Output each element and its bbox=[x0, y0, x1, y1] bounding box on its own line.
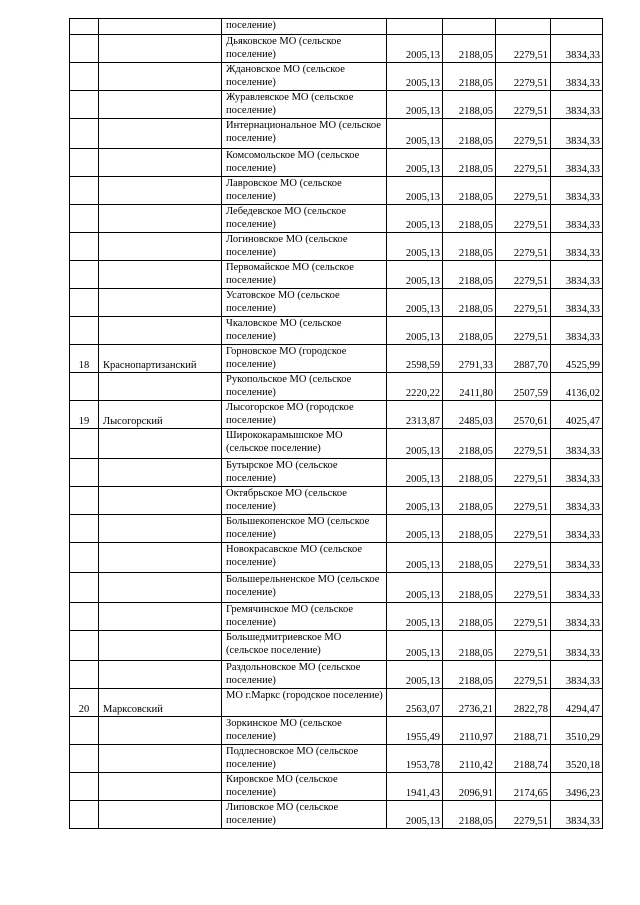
value-4-cell: 3834,33 bbox=[551, 631, 603, 661]
value-2-cell: 2188,05 bbox=[443, 149, 496, 177]
district-cell bbox=[99, 119, 222, 149]
value-3-cell: 2279,51 bbox=[496, 631, 551, 661]
value-4-cell: 4136,02 bbox=[551, 373, 603, 401]
row-number-cell bbox=[70, 233, 99, 261]
value-4-cell: 4525,99 bbox=[551, 345, 603, 373]
value-4-cell: 4025,47 bbox=[551, 401, 603, 429]
value-2-cell: 2485,03 bbox=[443, 401, 496, 429]
value-1-cell: 2005,13 bbox=[387, 661, 443, 689]
table-row bbox=[70, 19, 603, 35]
value-1-cell: 2005,13 bbox=[387, 205, 443, 233]
district-cell: Марксовский bbox=[99, 689, 222, 717]
district-cell bbox=[99, 289, 222, 317]
municipality-cell: Дьяковское МО (сельское поселение) bbox=[222, 35, 387, 63]
value-2-cell: 2110,42 bbox=[443, 745, 496, 773]
value-3-cell: 2279,51 bbox=[496, 661, 551, 689]
district-cell bbox=[99, 261, 222, 289]
value-2-cell: 2188,05 bbox=[443, 35, 496, 63]
table-row bbox=[70, 205, 603, 233]
table-row bbox=[70, 801, 603, 829]
municipality-cell: Зоркинское МО (сельское поселение) bbox=[222, 717, 387, 745]
table-row bbox=[70, 603, 603, 631]
value-4-cell: 3834,33 bbox=[551, 289, 603, 317]
municipality-cell: поселение) bbox=[222, 19, 387, 35]
value-2-cell bbox=[443, 19, 496, 35]
table-row bbox=[70, 573, 603, 603]
value-1-cell: 2005,13 bbox=[387, 543, 443, 573]
district-cell bbox=[99, 515, 222, 543]
value-2-cell: 2188,05 bbox=[443, 573, 496, 603]
value-4-cell: 3834,33 bbox=[551, 459, 603, 487]
district-cell bbox=[99, 177, 222, 205]
value-3-cell: 2507,59 bbox=[496, 373, 551, 401]
value-3-cell: 2279,51 bbox=[496, 515, 551, 543]
table-row bbox=[70, 661, 603, 689]
value-3-cell: 2279,51 bbox=[496, 289, 551, 317]
value-2-cell: 2188,05 bbox=[443, 233, 496, 261]
district-cell bbox=[99, 91, 222, 119]
value-1-cell: 2005,13 bbox=[387, 515, 443, 543]
row-number-cell bbox=[70, 773, 99, 801]
value-4-cell: 3834,33 bbox=[551, 177, 603, 205]
value-4-cell: 3834,33 bbox=[551, 91, 603, 119]
table-row bbox=[70, 745, 603, 773]
value-3-cell: 2279,51 bbox=[496, 429, 551, 459]
value-3-cell: 2279,51 bbox=[496, 149, 551, 177]
row-number-cell bbox=[70, 603, 99, 631]
value-3-cell: 2279,51 bbox=[496, 801, 551, 829]
value-3-cell: 2279,51 bbox=[496, 487, 551, 515]
table-row bbox=[70, 35, 603, 63]
district-cell bbox=[99, 35, 222, 63]
value-2-cell: 2188,05 bbox=[443, 289, 496, 317]
row-number-cell bbox=[70, 35, 99, 63]
district-cell bbox=[99, 745, 222, 773]
district-cell bbox=[99, 661, 222, 689]
district-cell bbox=[99, 429, 222, 459]
value-1-cell bbox=[387, 19, 443, 35]
municipality-cell: Ширококарамышское МО (сельское поселение) bbox=[222, 429, 387, 459]
row-number-cell bbox=[70, 205, 99, 233]
value-1-cell: 2005,13 bbox=[387, 261, 443, 289]
table-row bbox=[70, 289, 603, 317]
row-number-cell bbox=[70, 459, 99, 487]
district-cell bbox=[99, 233, 222, 261]
value-4-cell: 3496,23 bbox=[551, 773, 603, 801]
tariff-table bbox=[69, 18, 603, 829]
value-2-cell: 2188,05 bbox=[443, 91, 496, 119]
table-row bbox=[70, 91, 603, 119]
value-4-cell: 3834,33 bbox=[551, 603, 603, 631]
value-3-cell: 2279,51 bbox=[496, 205, 551, 233]
row-number-cell bbox=[70, 717, 99, 745]
municipality-cell: Липовское МО (сельское поселение) bbox=[222, 801, 387, 829]
value-1-cell: 2005,13 bbox=[387, 801, 443, 829]
municipality-cell: Журавлевское МО (сельское поселение) bbox=[222, 91, 387, 119]
value-2-cell: 2188,05 bbox=[443, 119, 496, 149]
row-number-cell bbox=[70, 149, 99, 177]
value-3-cell: 2279,51 bbox=[496, 261, 551, 289]
district-cell bbox=[99, 543, 222, 573]
value-4-cell: 3834,33 bbox=[551, 205, 603, 233]
table-row bbox=[70, 543, 603, 573]
municipality-cell: Интернациональное МО (сельское поселение) bbox=[222, 119, 387, 149]
value-2-cell: 2188,05 bbox=[443, 317, 496, 345]
value-4-cell: 3834,33 bbox=[551, 35, 603, 63]
value-3-cell bbox=[496, 19, 551, 35]
value-1-cell: 2005,13 bbox=[387, 289, 443, 317]
table-row bbox=[70, 429, 603, 459]
value-3-cell: 2279,51 bbox=[496, 119, 551, 149]
municipality-cell: Новокрасавское МО (сельское поселение) bbox=[222, 543, 387, 573]
value-1-cell: 2005,13 bbox=[387, 603, 443, 631]
row-number-cell bbox=[70, 573, 99, 603]
municipality-cell: МО г.Маркс (городское поселение) bbox=[222, 689, 387, 717]
table-row bbox=[70, 515, 603, 543]
table-row bbox=[70, 689, 603, 717]
value-2-cell: 2188,05 bbox=[443, 801, 496, 829]
municipality-cell: Подлесновское МО (сельское поселение) bbox=[222, 745, 387, 773]
row-number-cell bbox=[70, 515, 99, 543]
municipality-cell: Лавровское МО (сельское поселение) bbox=[222, 177, 387, 205]
municipality-cell: Чкаловское МО (сельское поселение) bbox=[222, 317, 387, 345]
row-number-cell bbox=[70, 631, 99, 661]
district-cell: Лысогорский bbox=[99, 401, 222, 429]
value-1-cell: 2005,13 bbox=[387, 177, 443, 205]
value-1-cell: 2598,59 bbox=[387, 345, 443, 373]
value-3-cell: 2279,51 bbox=[496, 91, 551, 119]
value-4-cell: 3834,33 bbox=[551, 149, 603, 177]
value-4-cell: 3834,33 bbox=[551, 661, 603, 689]
row-number-cell bbox=[70, 745, 99, 773]
value-1-cell: 2220,22 bbox=[387, 373, 443, 401]
value-4-cell: 3834,33 bbox=[551, 801, 603, 829]
row-number-cell bbox=[70, 289, 99, 317]
value-3-cell: 2188,74 bbox=[496, 745, 551, 773]
row-number-cell bbox=[70, 63, 99, 91]
table-row bbox=[70, 459, 603, 487]
value-2-cell: 2188,05 bbox=[443, 631, 496, 661]
value-2-cell: 2188,05 bbox=[443, 177, 496, 205]
district-cell bbox=[99, 317, 222, 345]
table-row bbox=[70, 717, 603, 745]
value-1-cell: 2005,13 bbox=[387, 573, 443, 603]
value-1-cell: 2005,13 bbox=[387, 119, 443, 149]
value-4-cell: 3834,33 bbox=[551, 543, 603, 573]
row-number-cell bbox=[70, 373, 99, 401]
value-2-cell: 2188,05 bbox=[443, 603, 496, 631]
value-2-cell: 2096,91 bbox=[443, 773, 496, 801]
value-1-cell: 1941,43 bbox=[387, 773, 443, 801]
municipality-cell: Комсомольское МО (сельское поселение) bbox=[222, 149, 387, 177]
value-1-cell: 2005,13 bbox=[387, 459, 443, 487]
district-cell bbox=[99, 459, 222, 487]
value-2-cell: 2188,05 bbox=[443, 261, 496, 289]
row-number-cell: 18 bbox=[70, 345, 99, 373]
value-3-cell: 2570,61 bbox=[496, 401, 551, 429]
municipality-cell: Раздольновское МО (сельское поселение) bbox=[222, 661, 387, 689]
district-cell bbox=[99, 205, 222, 233]
value-3-cell: 2279,51 bbox=[496, 603, 551, 631]
table-row bbox=[70, 373, 603, 401]
value-4-cell bbox=[551, 19, 603, 35]
row-number-cell bbox=[70, 261, 99, 289]
value-1-cell: 2005,13 bbox=[387, 35, 443, 63]
value-3-cell: 2279,51 bbox=[496, 177, 551, 205]
value-4-cell: 3834,33 bbox=[551, 119, 603, 149]
value-4-cell: 4294,47 bbox=[551, 689, 603, 717]
district-cell bbox=[99, 373, 222, 401]
row-number-cell bbox=[70, 487, 99, 515]
district-cell bbox=[99, 717, 222, 745]
row-number-cell bbox=[70, 119, 99, 149]
value-1-cell: 1955,49 bbox=[387, 717, 443, 745]
value-1-cell: 2005,13 bbox=[387, 631, 443, 661]
value-1-cell: 2005,13 bbox=[387, 233, 443, 261]
value-1-cell: 2005,13 bbox=[387, 63, 443, 91]
value-4-cell: 3834,33 bbox=[551, 261, 603, 289]
row-number-cell bbox=[70, 661, 99, 689]
table-row bbox=[70, 773, 603, 801]
municipality-cell: Первомайское МО (сельское поселение) bbox=[222, 261, 387, 289]
value-3-cell: 2279,51 bbox=[496, 233, 551, 261]
value-3-cell: 2279,51 bbox=[496, 35, 551, 63]
table-row bbox=[70, 261, 603, 289]
district-cell bbox=[99, 801, 222, 829]
value-4-cell: 3510,29 bbox=[551, 717, 603, 745]
value-3-cell: 2279,51 bbox=[496, 317, 551, 345]
table-row bbox=[70, 487, 603, 515]
table-row bbox=[70, 345, 603, 373]
table-row bbox=[70, 149, 603, 177]
table-row bbox=[70, 317, 603, 345]
municipality-cell: Лебедевское МО (сельское поселение) bbox=[222, 205, 387, 233]
value-2-cell: 2188,05 bbox=[443, 459, 496, 487]
value-2-cell: 2188,05 bbox=[443, 205, 496, 233]
municipality-cell: Лысогорское МО (городское поселение) bbox=[222, 401, 387, 429]
value-1-cell: 2005,13 bbox=[387, 429, 443, 459]
value-2-cell: 2736,21 bbox=[443, 689, 496, 717]
value-3-cell: 2279,51 bbox=[496, 459, 551, 487]
district-cell bbox=[99, 487, 222, 515]
row-number-cell bbox=[70, 801, 99, 829]
value-4-cell: 3834,33 bbox=[551, 429, 603, 459]
municipality-cell: Ждановское МО (сельское поселение) bbox=[222, 63, 387, 91]
table-row bbox=[70, 401, 603, 429]
table-row bbox=[70, 233, 603, 261]
municipality-cell: Кировское МО (сельское поселение) bbox=[222, 773, 387, 801]
value-4-cell: 3520,18 bbox=[551, 745, 603, 773]
value-4-cell: 3834,33 bbox=[551, 233, 603, 261]
municipality-cell: Гремячинское МО (сельское поселение) bbox=[222, 603, 387, 631]
table-row bbox=[70, 631, 603, 661]
value-2-cell: 2188,05 bbox=[443, 661, 496, 689]
value-4-cell: 3834,33 bbox=[551, 487, 603, 515]
row-number-cell: 20 bbox=[70, 689, 99, 717]
row-number-cell bbox=[70, 177, 99, 205]
value-1-cell: 2313,87 bbox=[387, 401, 443, 429]
district-cell bbox=[99, 603, 222, 631]
value-2-cell: 2188,05 bbox=[443, 63, 496, 91]
table-row bbox=[70, 119, 603, 149]
value-2-cell: 2791,33 bbox=[443, 345, 496, 373]
value-2-cell: 2110,97 bbox=[443, 717, 496, 745]
row-number-cell: 19 bbox=[70, 401, 99, 429]
municipality-cell: Большерельненское МО (сельское поселение) bbox=[222, 573, 387, 603]
value-4-cell: 3834,33 bbox=[551, 573, 603, 603]
value-2-cell: 2188,05 bbox=[443, 487, 496, 515]
municipality-cell: Большедмитриевское МО (сельское поселение) bbox=[222, 631, 387, 661]
row-number-cell bbox=[70, 429, 99, 459]
value-3-cell: 2188,71 bbox=[496, 717, 551, 745]
value-2-cell: 2188,05 bbox=[443, 429, 496, 459]
value-2-cell: 2188,05 bbox=[443, 543, 496, 573]
row-number-cell bbox=[70, 19, 99, 35]
value-1-cell: 2005,13 bbox=[387, 91, 443, 119]
value-1-cell: 1953,78 bbox=[387, 745, 443, 773]
district-cell bbox=[99, 149, 222, 177]
municipality-cell: Рукопольское МО (сельское поселение) bbox=[222, 373, 387, 401]
municipality-cell: Логиновское МО (сельское поселение) bbox=[222, 233, 387, 261]
value-2-cell: 2411,80 bbox=[443, 373, 496, 401]
district-cell bbox=[99, 573, 222, 603]
value-3-cell: 2279,51 bbox=[496, 63, 551, 91]
district-cell: Краснопартизанский bbox=[99, 345, 222, 373]
table-row bbox=[70, 63, 603, 91]
municipality-cell: Бутырское МО (сельское поселение) bbox=[222, 459, 387, 487]
municipality-cell: Октябрьское МО (сельское поселение) bbox=[222, 487, 387, 515]
table-body bbox=[70, 19, 603, 829]
municipality-cell: Горновское МО (городское поселение) bbox=[222, 345, 387, 373]
row-number-cell bbox=[70, 543, 99, 573]
district-cell bbox=[99, 773, 222, 801]
row-number-cell bbox=[70, 317, 99, 345]
value-2-cell: 2188,05 bbox=[443, 515, 496, 543]
value-3-cell: 2822,78 bbox=[496, 689, 551, 717]
value-4-cell: 3834,33 bbox=[551, 63, 603, 91]
value-1-cell: 2563,07 bbox=[387, 689, 443, 717]
district-cell bbox=[99, 19, 222, 35]
district-cell bbox=[99, 631, 222, 661]
municipality-cell: Большекопенское МО (сельское поселение) bbox=[222, 515, 387, 543]
value-1-cell: 2005,13 bbox=[387, 317, 443, 345]
value-3-cell: 2279,51 bbox=[496, 543, 551, 573]
value-1-cell: 2005,13 bbox=[387, 149, 443, 177]
value-4-cell: 3834,33 bbox=[551, 515, 603, 543]
table-row bbox=[70, 177, 603, 205]
value-3-cell: 2174,65 bbox=[496, 773, 551, 801]
municipality-cell: Усатовское МО (сельское поселение) bbox=[222, 289, 387, 317]
value-3-cell: 2279,51 bbox=[496, 573, 551, 603]
value-4-cell: 3834,33 bbox=[551, 317, 603, 345]
value-3-cell: 2887,70 bbox=[496, 345, 551, 373]
row-number-cell bbox=[70, 91, 99, 119]
district-cell bbox=[99, 63, 222, 91]
value-1-cell: 2005,13 bbox=[387, 487, 443, 515]
